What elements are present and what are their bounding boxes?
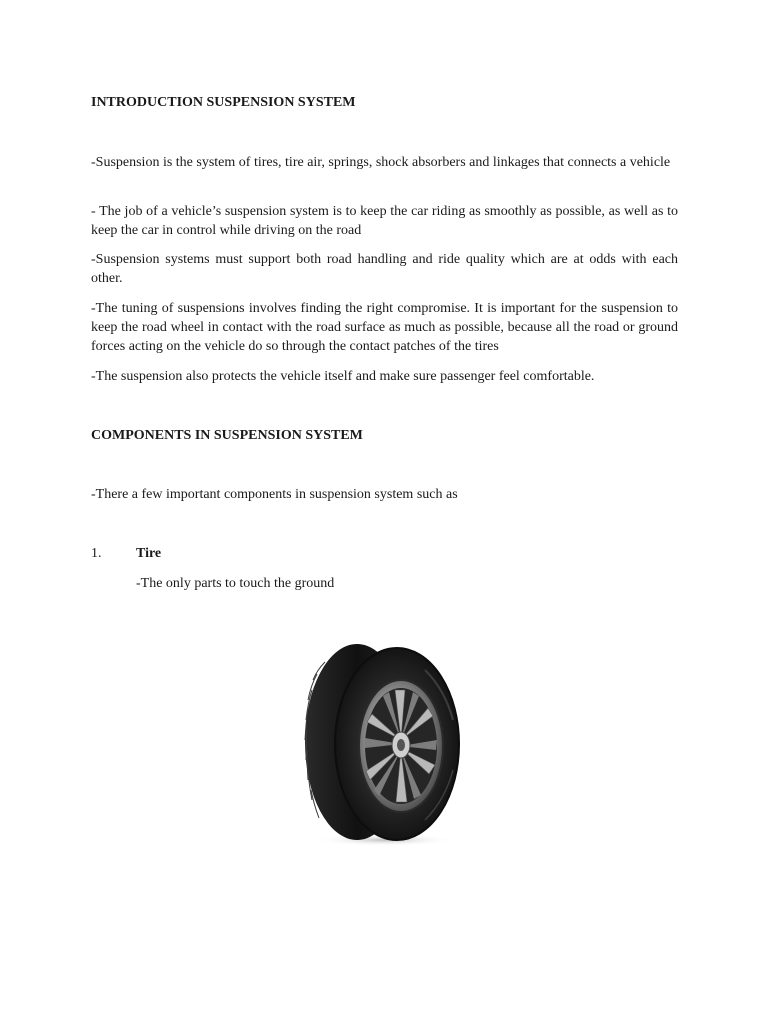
intro-paragraph-4: -The tuning of suspensions involves finding the right compromise. It is important for the suspension to keep the road wheel in contact with the road surface as much as possible, because all the road or ground forces acting on the vehicle do so through the contact patches of the tires [91,301,678,354]
tire-image [295,640,465,850]
intro-paragraph-3: -Suspension systems must support both road handling and ride quality which are at odds with each other. [91,252,678,286]
components-heading: COMPONENTS IN SUSPENSION SYSTEM [91,428,363,443]
list-item-description: -The only parts to touch the ground [136,576,335,591]
intro-paragraph-5: -The suspension also protects the vehicle itself and make sure passenger feel comfortable. [91,369,595,384]
list-item-number: 1. [91,546,102,561]
intro-paragraph-2: - The job of a vehicle’s suspension system is to keep the car riding as smoothly as possible, as well as to keep the car in control while driving on the road [91,204,678,238]
list-item-title: Tire [136,546,162,561]
components-intro: -There a few important components in suspension system such as [91,487,458,502]
intro-paragraph-1: -Suspension is the system of tires, tire air, springs, shock absorbers and linkages that connects a vehicle [91,155,671,170]
intro-heading: INTRODUCTION SUSPENSION SYSTEM [91,95,356,110]
tire-icon [295,640,465,850]
